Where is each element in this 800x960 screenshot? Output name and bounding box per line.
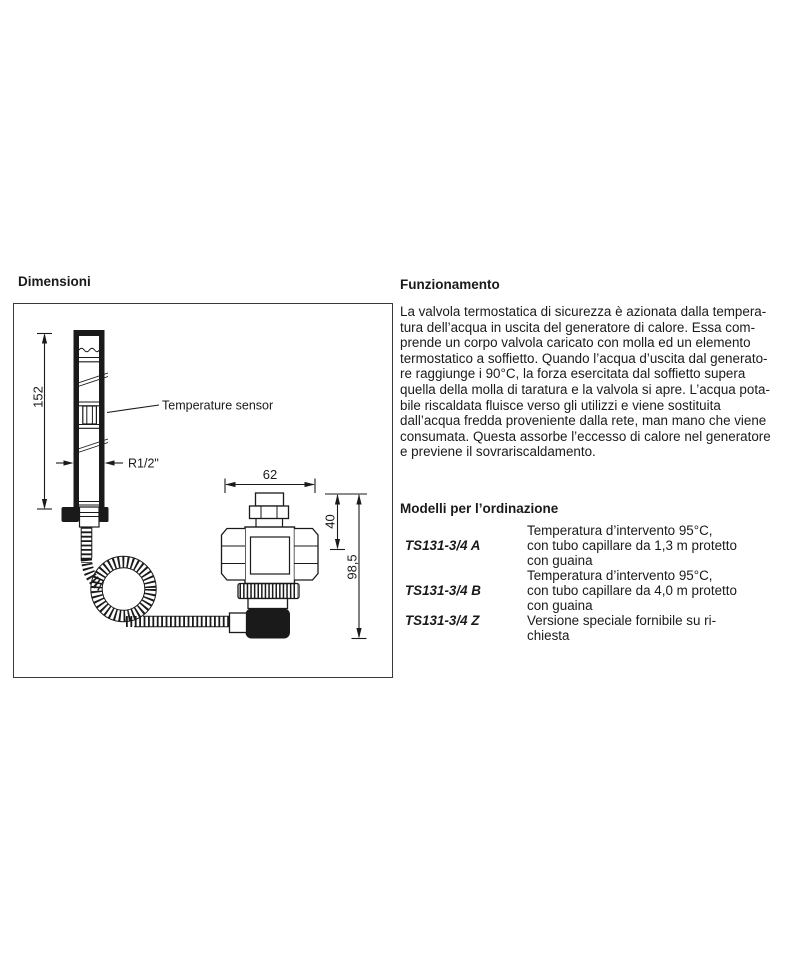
sensor-tube-group bbox=[62, 330, 109, 527]
valve-technical-drawing bbox=[13, 303, 393, 678]
model-code: TS131-3/4 B bbox=[405, 583, 481, 598]
model-row-a bbox=[400, 523, 792, 568]
dim985-arrow-up bbox=[356, 494, 361, 505]
thread-arrow-left bbox=[64, 460, 74, 465]
paragraph-line: re raggiunge i 90°C, la forza esercitata dal soffietto supera bbox=[400, 366, 746, 382]
capillary-coil-group bbox=[81, 527, 231, 627]
paragraph-line: consumata. Questa assorbe l’eccesso di calore nel generatore bbox=[400, 428, 771, 444]
valve-black-base bbox=[246, 609, 291, 639]
dimension-152-group bbox=[31, 333, 53, 510]
dim40-label: 40 bbox=[322, 514, 338, 529]
valve-cap-hex bbox=[250, 506, 289, 519]
paragraph-line: tura dell’acqua in uscita del generatore di calore. Essa com- bbox=[400, 319, 756, 335]
model-description-line: con tubo capillare da 1,3 m protetto bbox=[527, 538, 737, 553]
dimension-thread-group bbox=[56, 457, 159, 471]
dim985-label: 98,5 bbox=[344, 554, 360, 580]
paragraph-line: La valvola termostatica di sicurezza è azionata dalla tempera- bbox=[400, 304, 767, 319]
piston-lines-mid2 bbox=[79, 425, 99, 429]
section-title-dimensioni: Dimensioni bbox=[18, 274, 91, 289]
valve-hex-nut-right bbox=[295, 529, 319, 581]
model-description-line: con guaina bbox=[527, 553, 593, 568]
model-description-line: con guaina bbox=[527, 598, 593, 613]
model-description bbox=[527, 613, 716, 643]
dim62-arrow-left bbox=[225, 482, 236, 487]
dim985-arrow-down bbox=[356, 628, 361, 639]
dim152-label: 152 bbox=[30, 386, 46, 408]
dim152-arrow-down bbox=[42, 499, 47, 510]
paragraph-line: quella della molla di taratura e la valvola si apre. L’acqua pota- bbox=[400, 381, 770, 397]
thread-arrow-right bbox=[105, 460, 115, 465]
paragraph-line: prende un corpo valvola caricato con molla ed un elemento bbox=[400, 335, 751, 351]
paragraph-line: e previene il sovrariscaldamento. bbox=[400, 444, 596, 460]
piston-lines-mid1 bbox=[79, 402, 99, 406]
dim62-label: 62 bbox=[262, 467, 278, 482]
capillary-fitting bbox=[230, 613, 247, 633]
dimension-985-group bbox=[345, 494, 367, 639]
model-code: TS131-3/4 Z bbox=[405, 613, 480, 628]
sensor-element bbox=[83, 406, 97, 424]
model-description-line: Temperatura d’intervento 95°C, bbox=[527, 523, 713, 538]
sensor-callout-label: Temperature sensor bbox=[162, 398, 274, 413]
capillary-loop-inner-edge bbox=[102, 568, 145, 611]
dim62-arrow-right bbox=[305, 482, 316, 487]
dim40-arrow-up bbox=[335, 494, 340, 505]
model-description-line: chiesta bbox=[527, 628, 570, 643]
paragraph-line: termostatico a soffietto. Quando l’acqua d’uscita dal generato- bbox=[400, 350, 768, 366]
model-order-table bbox=[400, 523, 792, 643]
fitting-nut-left bbox=[62, 507, 80, 522]
capillary-loop-ribs bbox=[97, 562, 151, 616]
fitting-nut-right bbox=[99, 507, 109, 522]
model-row-z bbox=[400, 613, 792, 643]
dimension-62-group bbox=[225, 467, 315, 493]
section-title-modelli: Modelli per l’ordinazione bbox=[400, 501, 559, 516]
model-code: TS131-3/4 A bbox=[405, 538, 481, 553]
funzionamento-paragraph bbox=[400, 304, 792, 460]
sensor-leader-line bbox=[107, 405, 159, 413]
break-wave-line bbox=[79, 348, 99, 352]
section-title-funzionamento: Funzionamento bbox=[400, 277, 500, 292]
model-description-line: Versione speciale fornibile su ri- bbox=[527, 613, 717, 628]
model-description bbox=[527, 568, 737, 613]
paragraph-line: bile riscaldata fluisce verso gli utilizzi e viene sostituita bbox=[400, 397, 721, 413]
valve-body-group bbox=[222, 493, 319, 639]
piston-lines-top bbox=[79, 358, 99, 362]
dim152-arrow-up bbox=[42, 333, 47, 344]
valve-cap-top bbox=[256, 493, 284, 506]
valve-neck bbox=[256, 519, 283, 528]
tube-right-wall bbox=[99, 330, 105, 511]
paragraph-line: dall’acqua fredda proveniente dalla rete, man mano che viene bbox=[400, 413, 767, 429]
valve-hex-nut-left bbox=[222, 529, 246, 581]
valve-main-body bbox=[245, 527, 295, 584]
dim40-arrow-down bbox=[335, 539, 340, 550]
tube-left-wall bbox=[74, 330, 80, 511]
sensor-callout-group bbox=[107, 399, 273, 413]
thread-label: R1/2" bbox=[128, 456, 159, 471]
valve-collar bbox=[248, 599, 288, 609]
model-row-b bbox=[400, 568, 792, 613]
model-description-line: con tubo capillare da 4,0 m protetto bbox=[527, 583, 737, 598]
model-description bbox=[527, 523, 737, 568]
fitting-lines bbox=[79, 502, 99, 506]
model-description-line: Temperatura d’intervento 95°C, bbox=[527, 568, 713, 583]
